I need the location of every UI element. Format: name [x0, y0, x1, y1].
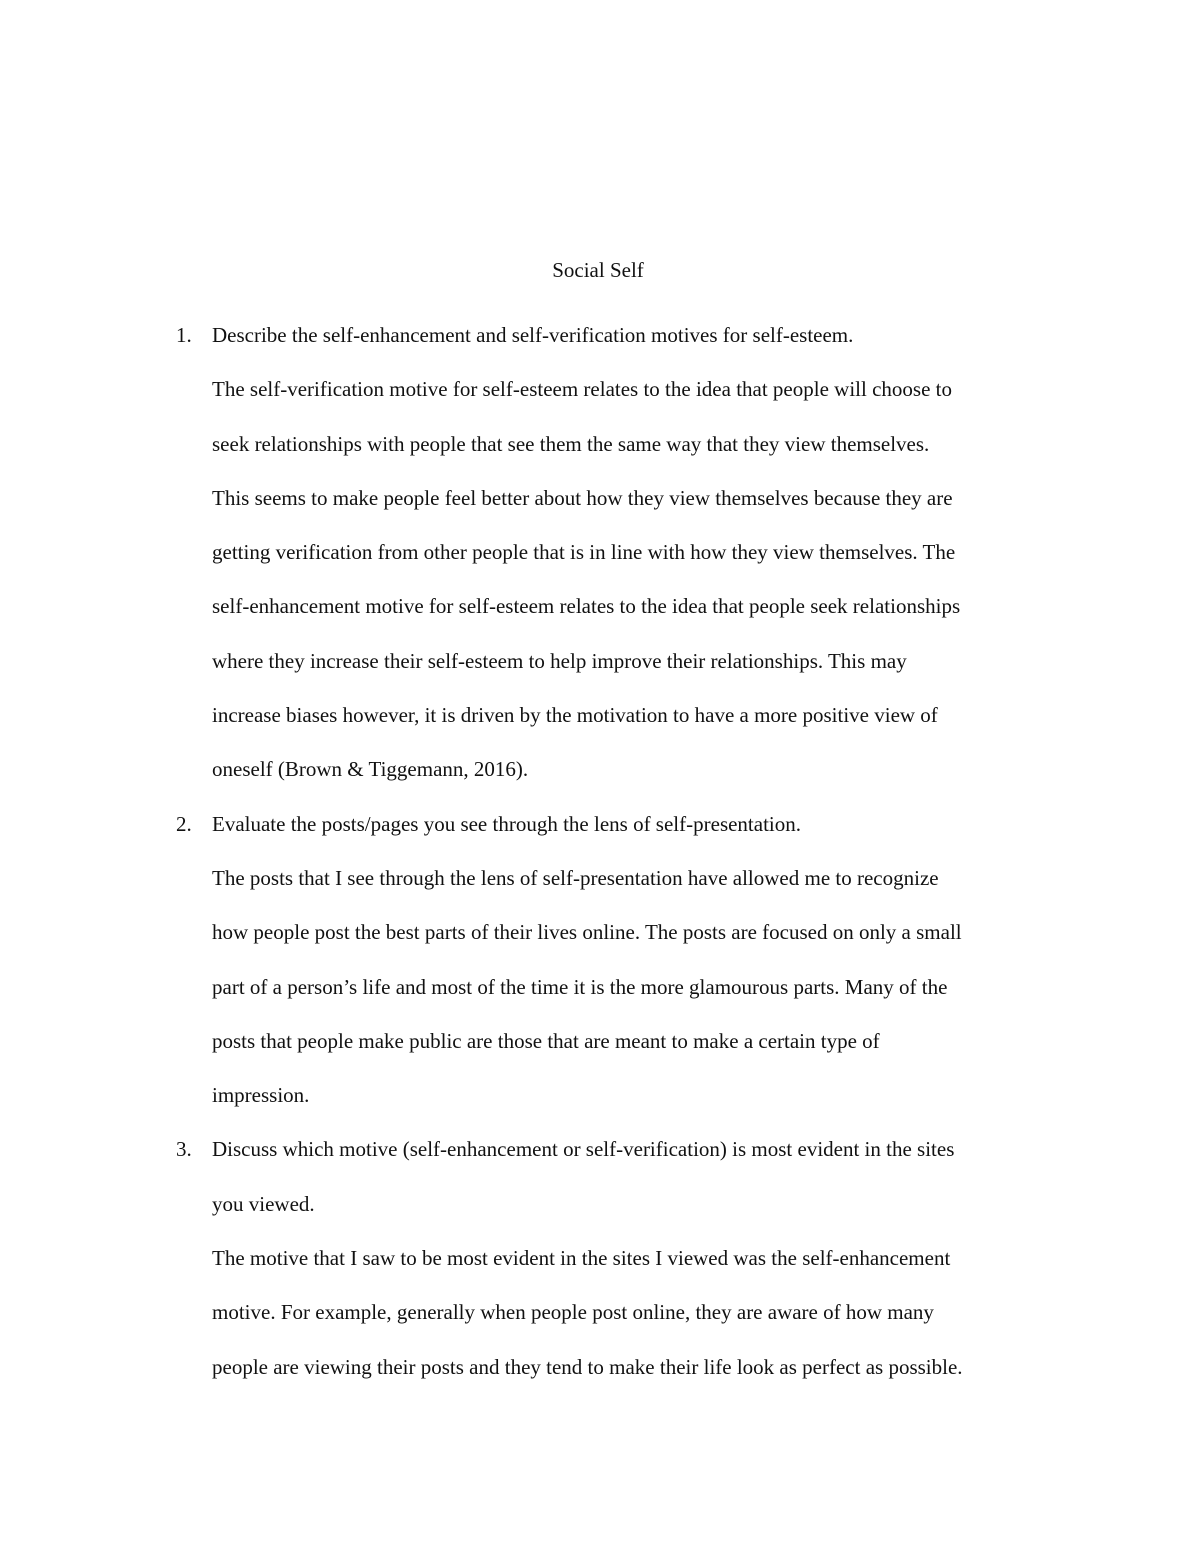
question-item-1 [176, 308, 1076, 797]
answer-line: people are viewing their posts and they tend to make their life look as perfect as possible. [212, 1354, 963, 1379]
question-text: Evaluate the posts/pages you see through the lens of self-presentation. [212, 811, 802, 836]
answer-line: motive. For example, generally when people post online, they are aware of how many [212, 1300, 934, 1325]
question-number: 3. [176, 1137, 192, 1162]
answer-line: The posts that I see through the lens of self-presentation have allowed me to recognize [212, 865, 939, 890]
answer-line: The motive that I saw to be most evident in the sites I viewed was the self-enhancement [212, 1246, 951, 1271]
question-item-3 [176, 1122, 1076, 1393]
question-number: 1. [176, 323, 192, 347]
answer-line: impression. [212, 1083, 310, 1108]
question-3 [176, 1122, 1076, 1176]
answer-2 [176, 851, 1076, 1122]
answer-line: getting verification from other people that is in line with how they view themselves. The [212, 540, 956, 565]
question-2 [176, 797, 1076, 851]
answer-line: seek relationships with people that see them the same way that they view themselves. [212, 431, 930, 456]
document-title: Social Self [552, 258, 644, 282]
question-text: you viewed. [212, 1191, 315, 1216]
answer-line: how people post the best parts of their lives online. The posts are focused on only a small [212, 920, 962, 945]
answer-line: The self-verification motive for self-esteem relates to the idea that people will choose to [212, 377, 952, 402]
answer-line: where they increase their self-esteem to help improve their relationships. This may [212, 648, 907, 673]
question-number: 2. [176, 811, 192, 836]
document-body [176, 308, 1076, 1394]
question-text: Discuss which motive (self-enhancement or self-verification) is most evident in the sites [212, 1137, 955, 1162]
answer-line: posts that people make public are those that are meant to make a certain type of [212, 1028, 880, 1053]
question-3-continuation [176, 1177, 1076, 1231]
question-text: Describe the self-enhancement and self-verification motives for self-esteem. [212, 323, 854, 347]
answer-line: This seems to make people feel better about how they view themselves because they are [212, 485, 953, 510]
answer-line: part of a person’s life and most of the time it is the more glamourous parts. Many of the [212, 974, 948, 999]
answer-line: oneself (Brown & Tiggemann, 2016). [212, 757, 529, 782]
question-1 [176, 308, 1076, 362]
answer-1 [176, 362, 1076, 796]
answer-line: self-enhancement motive for self-esteem relates to the idea that people seek relationships [212, 594, 961, 619]
answer-line: increase biases however, it is driven by the motivation to have a more positive view of [212, 703, 938, 728]
answer-3 [176, 1231, 1076, 1394]
question-item-2 [176, 797, 1076, 1123]
